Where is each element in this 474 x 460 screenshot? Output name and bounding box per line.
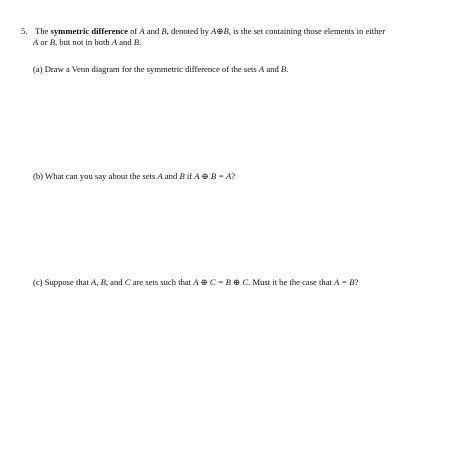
intro-text: The [35,26,49,36]
part-c [33,277,358,288]
set-variable: A [91,277,97,287]
intro-text: , denoted by [166,26,209,36]
intro-text: . [139,37,142,47]
part-b [33,171,235,182]
part-text: What can you say about the sets [45,171,156,181]
math-expression: A = B [334,277,355,287]
part-text: Draw a Venn diagram for the symmetric difference of the sets [44,64,257,74]
math-expression: A ⊕ B = A [194,171,232,181]
set-variable: A [157,171,163,181]
intro-text: , but not in both [54,37,110,47]
part-text: ? [354,277,359,287]
set-variable: A [258,64,265,74]
part-text: . [286,64,289,74]
part-label: (c) [33,277,43,287]
set-variable: B [280,64,287,74]
intro-text: of [130,26,138,36]
set-variable: B [100,277,106,287]
part-text: , [96,277,99,287]
part-a [33,64,288,75]
intro-text: , is the set containing those elements in either [228,26,386,36]
problem-intro-line-2 [33,37,141,48]
problem-number: 5. [21,26,28,36]
part-text: and [266,64,279,74]
set-variable: A [33,37,39,47]
set-variable: B [161,26,167,36]
part-text: , and [105,277,123,287]
part-label: (a) [33,64,43,74]
part-text: and [164,171,178,181]
set-variable: A [139,26,145,36]
set-variable: C [124,277,131,287]
part-text: ? [231,171,236,181]
defined-term: symmetric difference [50,26,128,36]
set-variable: B [133,37,140,47]
math-expression: A ⊕ C = B ⊕ C [193,277,249,287]
intro-text: or [40,37,48,47]
part-text: Suppose that [44,277,89,287]
intro-text: and [119,37,132,47]
math-notation: A⊕B [211,26,229,36]
set-variable: B [179,171,185,181]
set-variable: A [111,37,118,47]
intro-text: and [146,26,160,36]
part-text: . Must it be the case that [248,277,332,287]
set-variable: B [49,37,55,47]
part-text: are sets such that [132,277,192,287]
part-text: if [186,171,193,181]
part-label: (b) [33,171,44,181]
problem-intro-line-1 [21,26,385,37]
